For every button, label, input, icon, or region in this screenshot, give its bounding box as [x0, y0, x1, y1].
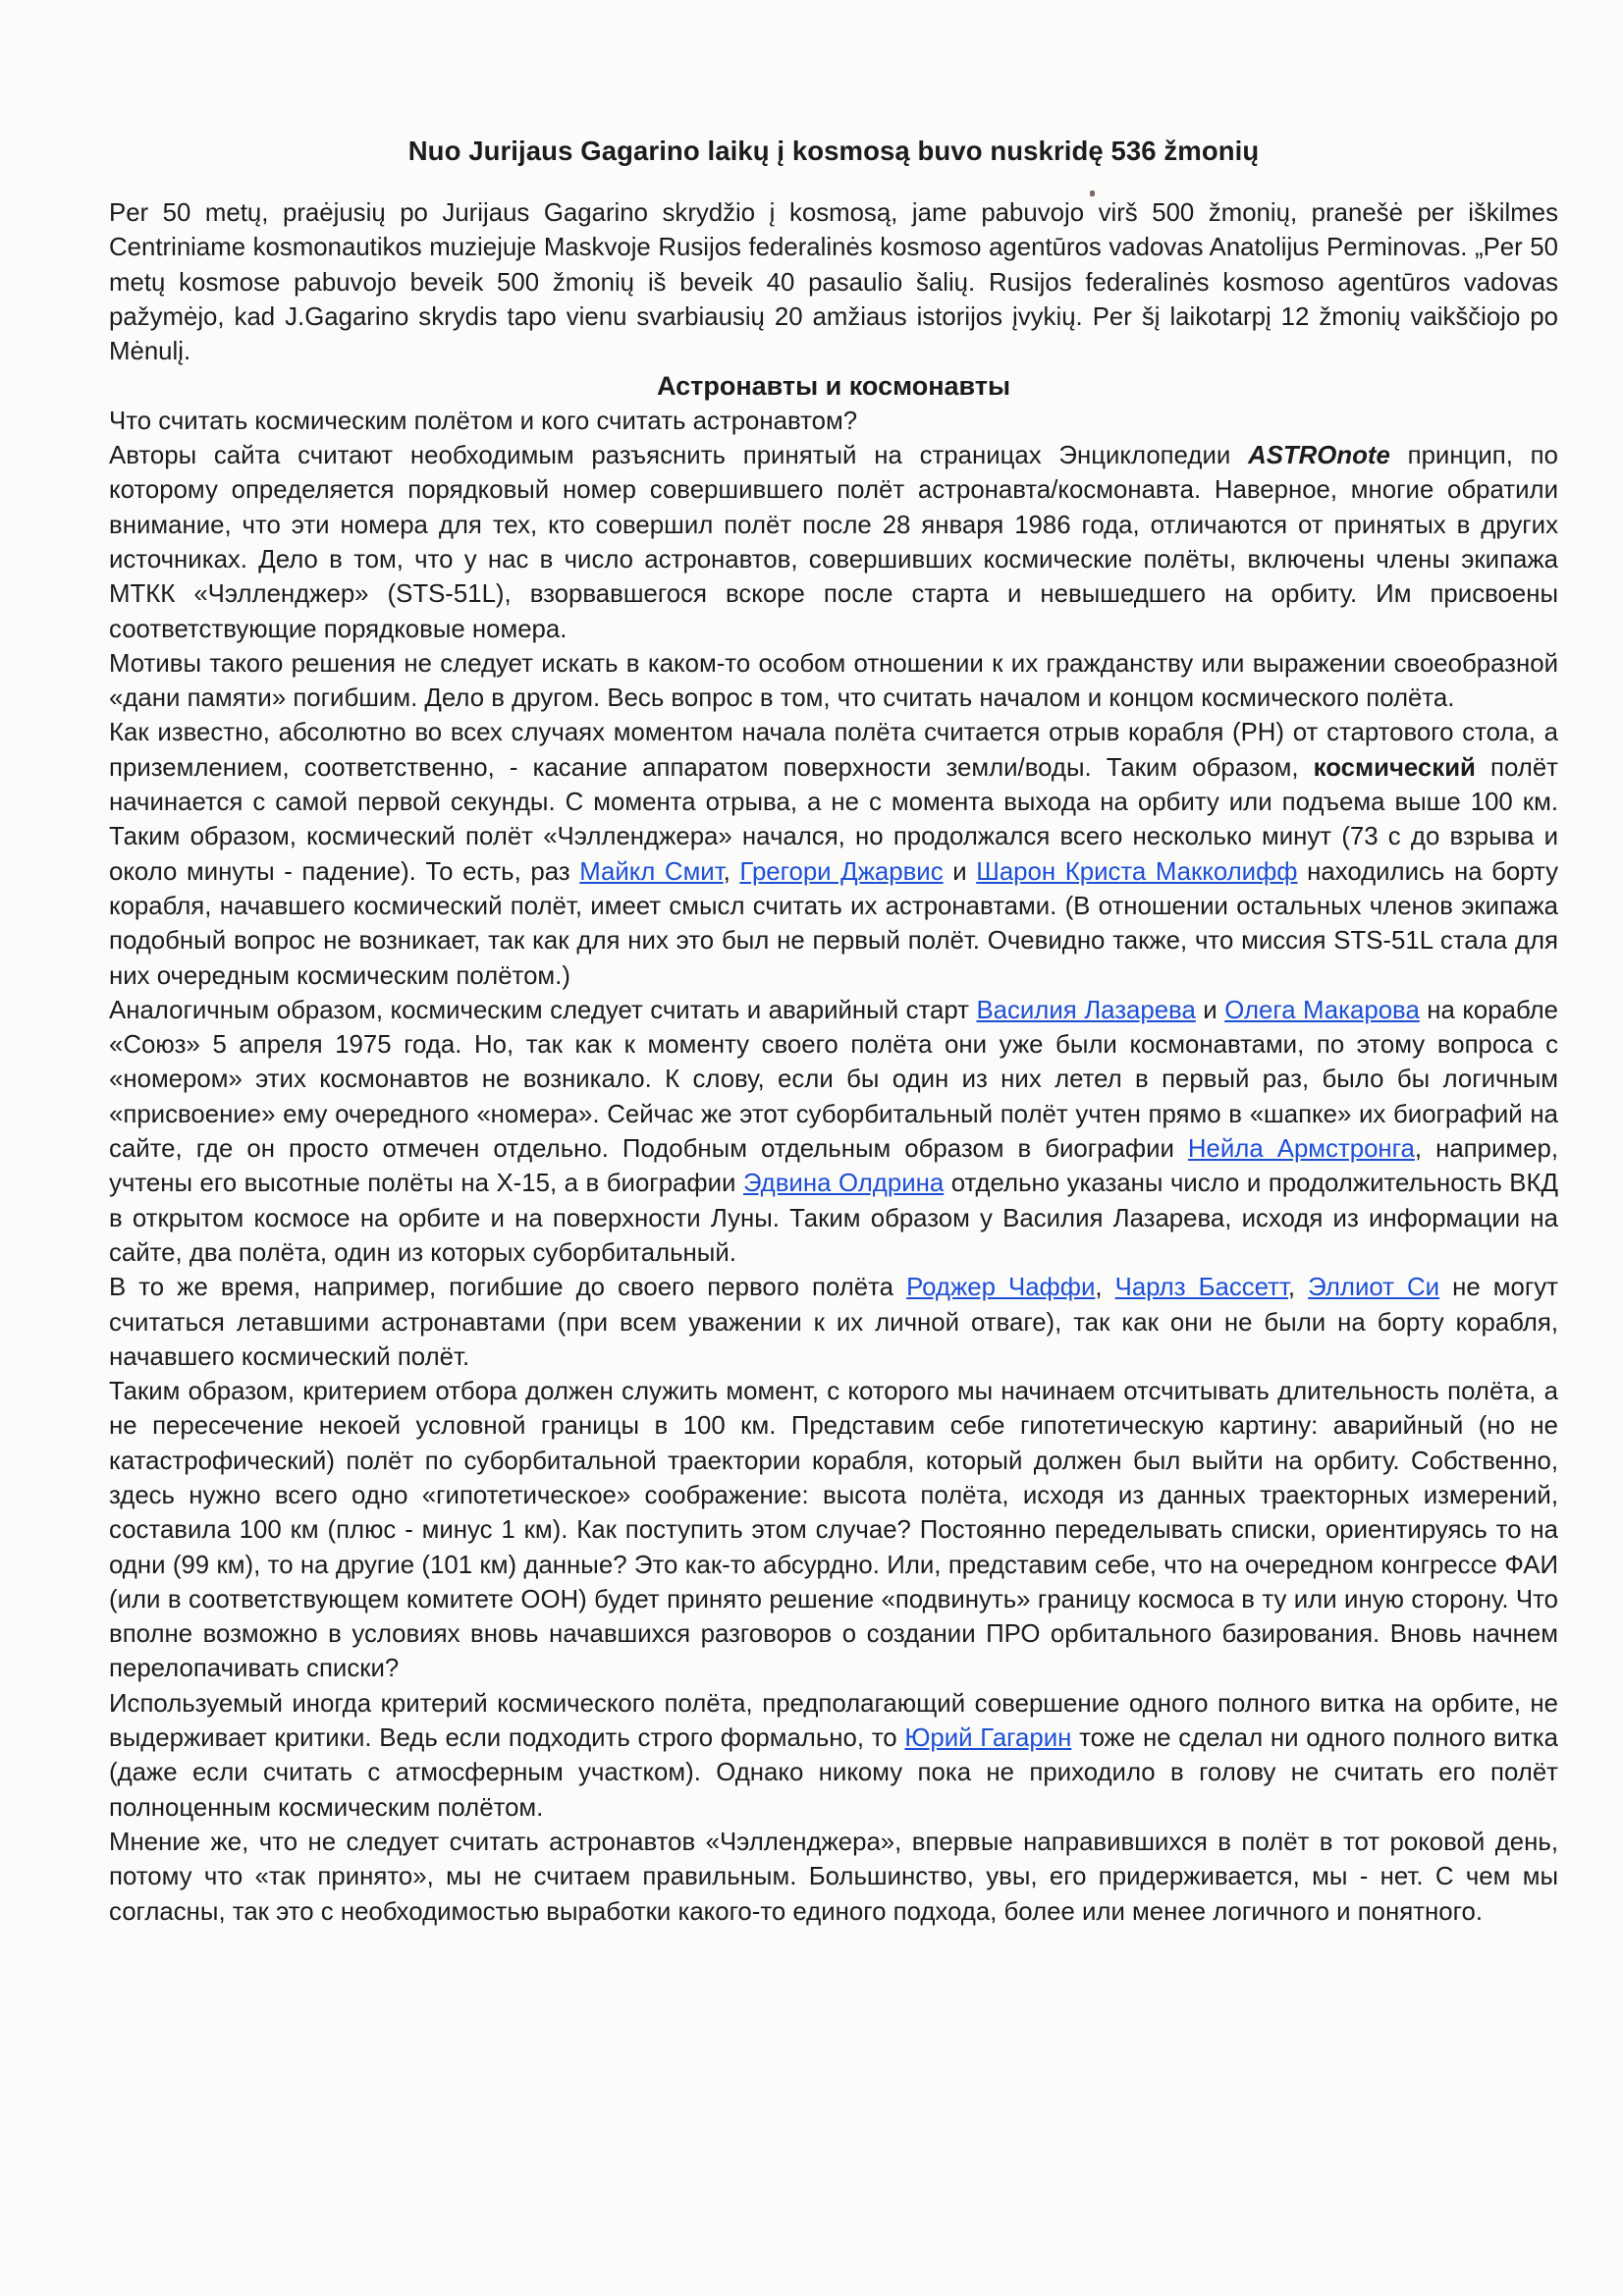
document-title: Nuo Jurijaus Gagarino laikų į kosmosą buvo nuskridę 536 žmonių: [407, 136, 1260, 166]
link-neil-armstrong[interactable]: Нейла Армстронга: [1187, 1135, 1415, 1164]
paragraph-1: [109, 439, 1558, 647]
p3-text-a: Как известно, абсолютно во всех случаях моментом начала полёта считается отрыв корабля (РН) от стартового стола, а приземлением, соответственно, - касание аппаратом поверхности земли/воды. Таким образом,: [109, 719, 1558, 782]
question-line: Что считать космическим полётом и кого считать астронавтом?: [109, 407, 858, 435]
p4-text-c: , например, учтены его высотные полёты на Х-15, а в биографии: [109, 1135, 1558, 1198]
paragraph-2: Мотивы такого решения не следует искать в каком-то особом отношении к их гражданству или выражении своеобразной «дани памяти» погибшим. Дело в другом. Весь вопрос в том, что считать началом и концом космического полёта.: [109, 649, 1558, 713]
paragraph-5: [109, 1271, 1558, 1375]
p7-text-a: Используемый иногда критерий космического полёта, предполагающий совершение одного полного витка на орбите, не выдерживает критики. Ведь если подходить строго формально, то: [109, 1689, 1558, 1753]
p4-text-d: отдельно указаны число и продолжительность ВКД в открытом космосе на орбите и на поверхности Луны. Таким образом у Василия Лазарева, исходя из информации на сайте, два полёта, один из которых суборбитальный.: [109, 1170, 1558, 1267]
astronote-brand: ASTROnote: [1248, 442, 1390, 470]
section-subtitle: Астронавты и космонавты: [656, 371, 1011, 402]
link-elliot-see[interactable]: Эллиот Си: [1308, 1274, 1440, 1302]
link-vasily-lazarev[interactable]: Василия Лазарева: [976, 996, 1196, 1024]
link-gregory-jarvis[interactable]: Грегори Джарвис: [739, 857, 944, 886]
p4-text-b: на корабле «Союз» 5 апреля 1975 года. Но, так как к моменту своего полёта они уже были космонавтами, по этому вопроса с «номером» этих космонавтов не возникало. К слову, если бы один из них летел в первый раз, было бы логичным «присвоение» ему очередного «номера». Сейчас же этот суборбитальный полёт учтен прямо в «шапке» их биографий на сайте, где он просто отмечен отдельно. Подобным отдельным образом в биографии: [109, 996, 1558, 1164]
p3-bold-word: космический: [1313, 753, 1476, 782]
p5-sep-1: ,: [1095, 1274, 1115, 1302]
link-yuri-gagarin[interactable]: Юрий Гагарин: [904, 1724, 1072, 1753]
p5-text-b: не могут считаться летавшими астронавтами (при всем уважении к их личной отваге), так как они не были на борту корабля, начавшего космический полёт.: [109, 1274, 1558, 1371]
p3-text-c: находились на борту корабля, начавшего космический полёт, имеет смысл считать их астронавтами. (В отношении остальных членов экипажа подобный вопрос не возникает, так как для них это был не первый полёт. Очевидно также, что миссия STS-51L стала для них очередным космическим полётом.): [109, 857, 1559, 990]
p7-text-b: тоже не сделал ни одного полного витка (даже если считать с атмосферным участком). Однако никому пока не приходило в голову не считать его полёт полноценным космическим полётом.: [109, 1724, 1558, 1822]
intro-paragraph: Per 50 metų, praėjusių po Jurijaus Gagarino skrydžio į kosmosą, jame pabuvojo virš 500 žmonių, pranešė per iškilmes Centriniame kosmonautikos muziejuje Maskvoje Rusijos federalinės kosmoso agentūros vadovas Anatolijus Perminovas. „Per 50 metų kosmose pabuvojo beveik 500 žmonių iš beveik 40 pasaulio šalių. Rusijos federalinės kosmoso agentūros vadovas pažymėjo, kad J.Gagarino skrydis tapo vienu svarbiausių 20 amžiaus istorijos įvykių. Per šį laikotarpį 12 žmonių vaikščiojo po Mėnulį.: [109, 199, 1558, 366]
p3-sep-2: и: [943, 857, 977, 886]
p1-text-b: принцип, по которому определяется порядковый номер совершившего полёт астронавта/космонавта. Наверное, многие обратили внимание, что эти номера для тех, кто совершил полёт после 28 января 1986 года, отличаются от принятых в других источниках. Дело в том, что у нас в число астронавтов, совершивших космические полёты, включены члены экипажа МТКК «Чэлленджер» (STS-51L), взорвавшегося вскоре после старта и невышедшего на орбиту. Им присвоены соответствующие порядковые номера.: [109, 442, 1558, 643]
document-page: [109, 134, 1558, 1930]
paragraph-3: [109, 716, 1558, 993]
p3-sep-1: ,: [723, 857, 740, 886]
p5-text-a: В то же время, например, погибшие до своего первого полёта: [109, 1274, 907, 1302]
document-body: [109, 196, 1558, 1930]
paragraph-6: Таким образом, критерием отбора должен служить момент, с которого мы начинаем отсчитывать длительность полёта, а не пересечение некоей условной границы в 100 км. Представим себе гипотетическую картину: аварийный (но не катастрофический) полёт по суборбитальной траектории корабля, который должен был выйти на орбиту. Собственно, здесь нужно всего одно «гипотетическое» соображение: высота полёта, исходя из данных траекторных измерений, составила 100 км (плюс - минус 1 км). Как поступить этом случае? Постоянно переделывать списки, ориентируясь то на одни (99 км), то на другие (101 км) данные? Это как-то абсурдно. Или, представим себе, что на очередном конгрессе ФАИ (или в соответствующем комитете ООН) будет принято решение «подвинуть» границу космоса в ту или иную сторону. Что вполне возможно в условиях вновь начавшихся разговоров о создании ПРО орбитального базирования. Вновь начнем перелопачивать списки?: [109, 1378, 1558, 1683]
p1-text-a: Авторы сайта считают необходимым разъяснить принятый на страницах Энциклопедии: [109, 442, 1249, 470]
paragraph-8: Мнение же, что не следует считать астронавтов «Чэлленджера», впервые направившихся в полёт в тот роковой день, потому что «так принято», мы не считаем правильным. Большинство, увы, его придерживается, мы - нет. С чем мы согласны, так это с необходимостью выработки какого-то единого подхода, более или менее логичного и понятного.: [109, 1828, 1558, 1926]
p4-text-a: Аналогичным образом, космическим следует считать и аварийный старт: [109, 996, 977, 1024]
link-christa-mcauliffe[interactable]: Шарон Криста Макколифф: [976, 857, 1298, 886]
link-charles-bassett[interactable]: Чарлз Бассетт: [1114, 1274, 1288, 1302]
p3-text-b: полёт начинается с самой первой секунды. С момента отрыва, а не с момента выхода на орбиту или подъема выше 100 км. Таким образом, космический полёт «Чэлленджера» начался, но продолжался всего несколько минут (73 с до взрыва и около минуты - падение). То есть, раз: [109, 753, 1558, 886]
link-edwin-aldrin[interactable]: Эдвина Олдрина: [742, 1170, 945, 1198]
link-roger-chaffee[interactable]: Роджер Чаффи: [906, 1274, 1096, 1302]
p4-sep-1: и: [1195, 996, 1225, 1024]
paragraph-4: [109, 994, 1558, 1271]
paragraph-7: [109, 1687, 1558, 1826]
link-oleg-makarov[interactable]: Олега Макарова: [1224, 996, 1420, 1024]
p5-sep-2: ,: [1287, 1274, 1309, 1302]
link-michael-smith[interactable]: Майкл Смит: [579, 857, 724, 886]
